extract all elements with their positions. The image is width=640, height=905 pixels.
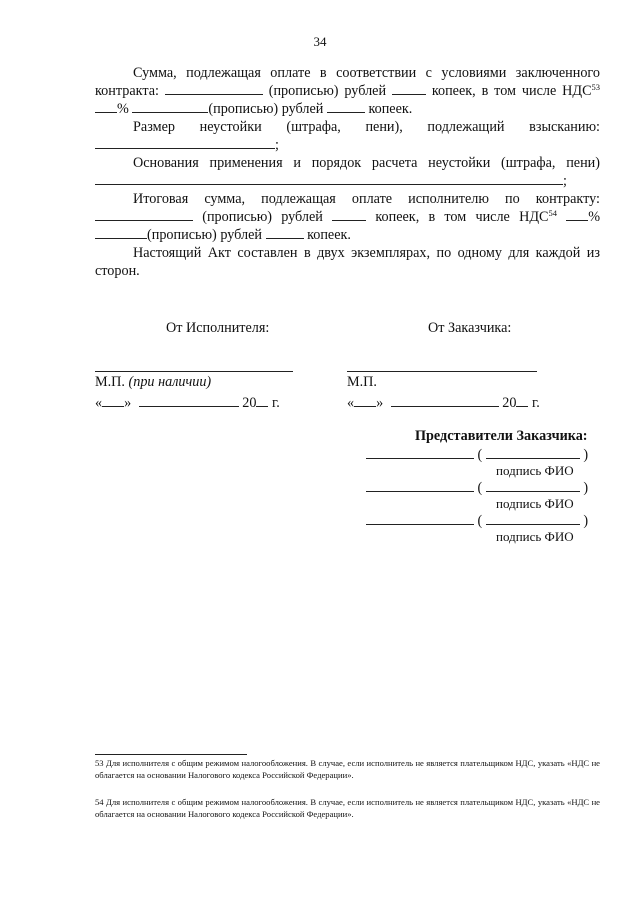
executor-signature-line [95,371,293,372]
penalty-basis-blank [95,172,563,185]
vat-amount-blank [132,100,208,113]
executor-heading: От Исполнителя: [166,320,270,336]
paragraph-5: Настоящий Акт составлен в двух экземплярах, по одному для каждой из сторон. [95,245,600,279]
total-vat-rate-blank [566,208,588,221]
paragraph-4 [95,190,600,244]
customer-heading: От Заказчика: [428,320,512,336]
executor-stamp [95,374,211,391]
paragraph-2 [95,118,600,154]
p1-text-f: копеек. [368,101,413,117]
p4-percent: % [588,209,601,225]
rep3-caption: подпись ФИО [496,529,574,544]
representatives-heading: Представители Заказчика: [415,428,588,444]
rep1-name-blank [486,446,580,459]
footnote-54: 54 Для исполнителя с общим режимом налогообложения. В случае, если исполнитель не является плательщиком НДС, указать «НДС не облагается на основании Налогового кодекса Российской Федерации». [95,797,600,819]
executor-date [95,394,280,412]
customer-day-blank [354,394,376,407]
amount-blank [165,82,263,95]
total-kopecks-blank [332,208,366,221]
p1-percent: % [117,101,129,117]
p1-text-a: Сумма, подлежащая оплате в соответствии с условиями заключенного контракта: [95,65,600,99]
customer-signature-line [347,371,537,372]
rep1-signature-blank [366,446,474,459]
total-vat-amount-blank [95,226,147,239]
customer-date-quote-close: » [376,395,384,411]
vat-kopecks-blank [327,100,365,113]
customer-date-quote-open: « [347,395,355,411]
customer-date [347,394,540,412]
executor-stamp-label: М.П. [95,374,125,390]
paragraph-1 [95,64,600,118]
executor-stamp-note: (при наличии) [128,374,212,390]
executor-month-blank [139,394,239,407]
footnote-ref-54: 54 [548,208,557,218]
vat-rate-blank [95,100,117,113]
rep1-open-paren: ( [477,447,483,463]
footnote-ref-53: 53 [591,82,601,92]
p4-text-e: (прописью) рублей [147,227,262,243]
rep3-signature-blank [366,512,474,525]
p1-text-e: (прописью) рублей [208,101,324,117]
rep3-close-paren: ) [583,513,589,529]
payment-amount-paragraph [95,64,600,280]
page-number: 34 [313,34,327,49]
executor-date-quote-open: « [95,395,103,411]
executor-year-prefix: 20 [242,395,257,411]
p2-text-a: Размер неустойки (штрафа, пени), подлежащий взысканию: [133,119,600,135]
customer-year-suffix: г. [532,395,540,411]
penalty-blank [95,136,275,149]
p4-text-a: Итоговая сумма, подлежащая оплате исполнителю по контракту: [133,191,600,207]
representative-row-2 [366,479,588,497]
representative-row-1 [366,446,588,464]
rep2-close-paren: ) [583,480,589,496]
p1-text-b: (прописью) рублей [268,83,387,99]
rep2-name-blank [486,479,580,492]
rep2-caption: подпись ФИО [496,496,574,511]
customer-stamp: М.П. [347,374,377,390]
executor-date-quote-close: » [124,395,132,411]
customer-month-blank [391,394,499,407]
footnote-53: 53 Для исполнителя с общим режимом налогообложения. В случае, если исполнитель не является плательщиком НДС, указать «НДС не облагается на основании Налогового кодекса Российской Федерации». [95,758,600,780]
paragraph-3 [95,154,600,190]
p1-text-c: копеек, в том числе НДС [431,83,592,99]
footnote-separator [95,754,247,755]
p4-text-b: (прописью) рублей [202,209,323,225]
p4-text-f: копеек. [307,227,351,243]
representative-row-3 [366,512,588,530]
executor-day-blank [102,394,124,407]
p2-text-b: ; [275,137,279,153]
total-vat-kopecks-blank [266,226,304,239]
customer-year-blank [516,394,528,407]
p3-text-b: ; [563,173,567,189]
executor-year-suffix: г. [272,395,280,411]
rep1-caption: подпись ФИО [496,463,574,478]
rep3-name-blank [486,512,580,525]
p4-text-c: копеек, в том числе НДС [375,209,549,225]
rep3-open-paren: ( [477,513,483,529]
rep2-signature-blank [366,479,474,492]
customer-year-prefix: 20 [502,395,517,411]
executor-year-blank [256,394,268,407]
p3-text-a: Основания применения и порядок расчета неустойки (штрафа, пени) [133,155,600,171]
rep1-close-paren: ) [583,447,589,463]
total-amount-blank [95,208,193,221]
rep2-open-paren: ( [477,480,483,496]
kopecks-blank [392,82,426,95]
